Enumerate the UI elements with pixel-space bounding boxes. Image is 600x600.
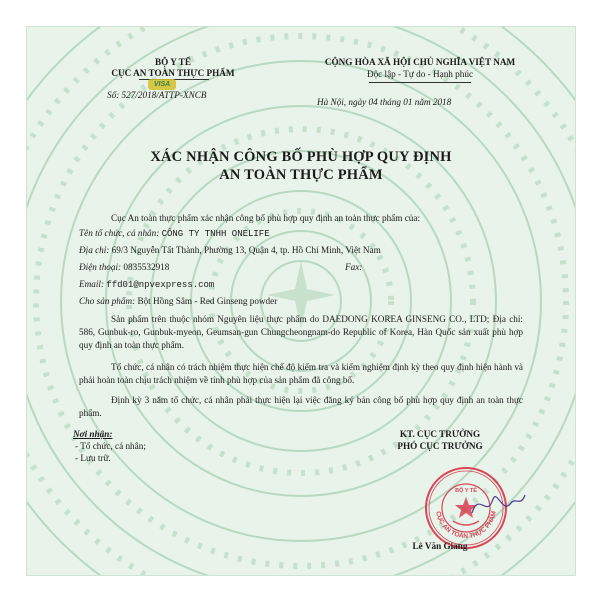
phone-value: 0835532918 <box>123 262 170 272</box>
field-product <box>79 296 277 306</box>
nation-title: CỘNG HÒA XÃ HỘI CHỦ NGHĨA VIỆT NAM <box>324 57 516 67</box>
paragraph-manufacturer: Sản phẩm trên thuộc nhóm Nguyên liệu thực phẩm do DAEDONG KOREA GINSENG CO., LTD; Địa chỉ: 586, Gunbuk-ro, Gunbuk-myeon, Geumsan-gun Chungcheongnam-do Republic of Korea, Hàn Quốc sản xuất phù hợp quy định an toàn thực phẩm. <box>79 314 523 350</box>
org-label: Tên tổ chức, cá nhân: <box>79 228 160 238</box>
recipients-label: Nơi nhận: <box>73 429 113 439</box>
recipient-item: - Tổ chức, cá nhân; <box>75 441 146 451</box>
paragraph-responsibility: Tổ chức, cá nhân có trách nhiệm thực hiện chế độ kiểm tra và kiểm nghiệm định kỳ theo quy định hiện hành và phải hoàn toàn chịu trách nhiệm về tính phù hợp của sản phẩm đã công bố. <box>79 362 523 385</box>
ministry-name: BỘ Y TẾ <box>155 57 191 67</box>
product-label: Cho sản phẩm: <box>79 296 136 306</box>
field-organization <box>79 228 270 239</box>
email-value: ffd01@npvexpress.com <box>106 280 215 290</box>
document-title-line2: AN TOÀN THỰC PHẨM <box>219 167 383 183</box>
signature-title-1: KT. CỤC TRƯỞNG <box>399 429 481 439</box>
field-phone <box>79 262 169 272</box>
issue-date: Hà Nội, ngày 04 tháng 01 năm 2018 <box>317 97 452 107</box>
seal-ring-text: CỤC AN TOÀN THỰC PHẨM <box>434 510 498 541</box>
document-number: Số: 527/2018/ATTP-XNCB <box>107 90 207 100</box>
intro-text: Cục An toàn thực phẩm xác nhận công bố phù hợp quy định an toàn thực phẩm của: <box>111 213 421 223</box>
signer-name: Lê Văn Giang <box>412 541 468 551</box>
email-label: Email: <box>79 279 105 289</box>
address-label: Địa chỉ: <box>79 245 110 255</box>
document-title-line1: XÁC NHẬN CÔNG BỐ PHÙ HỢP QUY ĐỊNH <box>150 149 452 165</box>
department-logo: VISA <box>148 79 176 90</box>
org-value: CÔNG TY TNHH ONELIFE <box>161 229 270 239</box>
handwritten-signature <box>467 485 527 525</box>
fax-label: Fax: <box>345 262 363 272</box>
phone-label: Điện thoại: <box>79 262 122 272</box>
field-email <box>79 279 214 290</box>
paragraph-renewal: Định kỳ 3 năm tổ chức, cá nhân phải thực hiện lại việc đăng ký bản công bố phù hợp quy định an toàn thực phẩm. <box>79 395 523 418</box>
field-address <box>79 245 381 255</box>
address-value: 69/3 Nguyễn Tất Thành, Phường 13, Quận 4, tp. Hồ Chí Minh, Việt Nam <box>111 245 381 255</box>
signature-title-2: PHÓ CỤC TRƯỞNG <box>397 441 483 451</box>
seal-top-text: BỘ Y TẾ <box>455 488 477 494</box>
nation-motto: Độc lập - Tự do - Hạnh phúc <box>366 69 474 79</box>
department-name: CỤC AN TOÀN THỰC PHẨM <box>111 68 235 78</box>
document-sheet <box>26 26 576 576</box>
header-underline-right <box>369 82 471 83</box>
product-value: Bột Hồng Sâm - Red Ginseng powder <box>137 296 278 306</box>
recipient-item: - Lưu trữ. <box>75 453 111 463</box>
